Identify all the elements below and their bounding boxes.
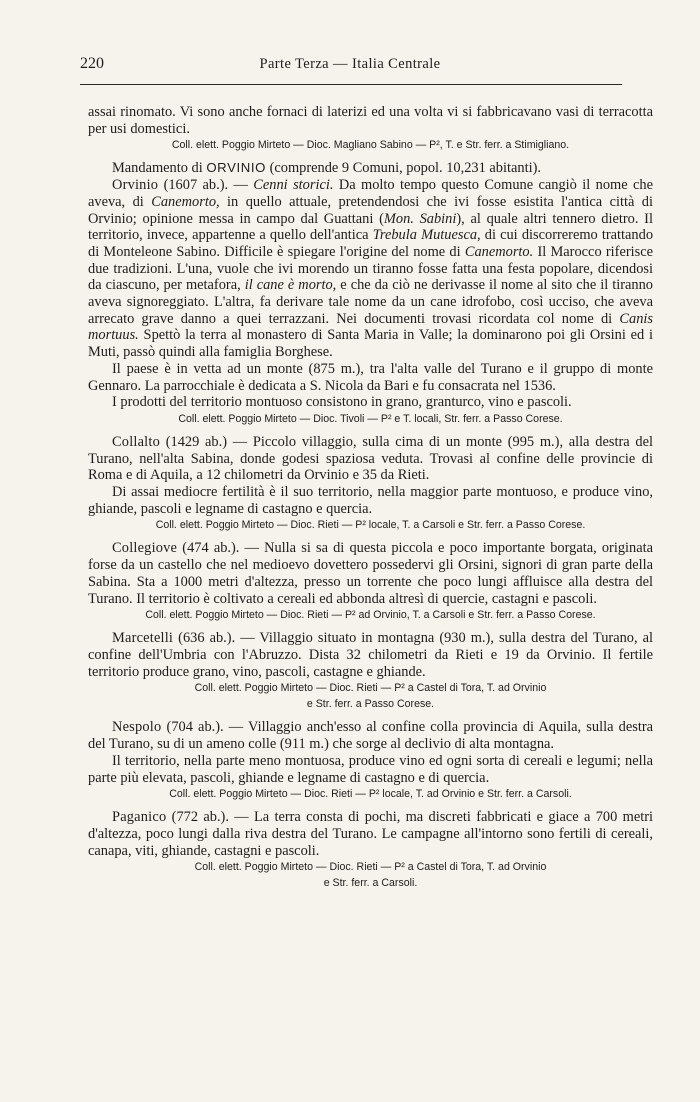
coll-elett-note-continued: e Str. ferr. a Passo Corese. bbox=[306, 698, 435, 711]
italic-run: Canemorto, bbox=[151, 193, 220, 210]
text-run: (474 ab.). — Nulla si sa di questa piccola e poco importante borgata, originata forse da un castello che nel medioevo dovettero possedervi gli Orsini, signori di gran parte della Sabina. Sta a 1000 metri d'altezza, presso un torrente che poco lungi affluisce alla destra del Turano. Il territorio è coltivato a cereali ed abbonda altresì di quercie, castagni e pascoli. bbox=[88, 540, 653, 607]
mandamento-name: ORVINIO bbox=[206, 160, 266, 176]
header-rule bbox=[80, 84, 622, 85]
text-run: in quello attuale, pretendendosi che ivi fosse esistita l'antica città di Orvinio; opinione messa in campo dal Guattani ( bbox=[88, 193, 653, 227]
mandamento-heading bbox=[88, 160, 653, 177]
page-body bbox=[88, 104, 653, 898]
text-run: Da molto tempo questo Comune cangiò il nome che aveva, di bbox=[88, 177, 653, 210]
italic-run: Trebula Mutuesca, bbox=[372, 227, 481, 244]
paragraph-continuation: assai rinomato. Vi sono anche fornaci di laterizi ed una volta vi si fabbricavano vasi di terracotta per usi domestici. bbox=[88, 104, 653, 137]
coll-elett-note: Coll. elett. Poggio Mirteto — Dioc. Tivoli — P² e T. locali, Str. ferr. a Passo Corese. bbox=[178, 412, 563, 425]
paragraph: I prodotti del territorio montuoso consistono in grano, granturco, vino e pascoli. bbox=[112, 394, 572, 411]
text-run: (704 ab.). — Villaggio anch'esso al confine colla provincia di Aquila, sulla destra del Turano, su di un ameno colle (911 m.) che sorge al declivio di alta montagna. bbox=[88, 719, 653, 753]
text-run: Il Marocco riferisce due tradizioni. L'una, vuole che ivi morendo un tiranno fosse fatta una festa popolare, dicendosi da ciascuno, per metafora, bbox=[88, 243, 654, 294]
entry-collegiove bbox=[88, 540, 653, 607]
paragraph: Il territorio, nella parte meno montuosa, produce vino ed ogni sorta di cereali e legumi; nella parte più elevata, pascoli, ghiande e legname di castagno e di quercia. bbox=[88, 752, 653, 786]
mandamento-detail: (comprende 9 Comuni, popol. 10,231 abitanti). bbox=[265, 160, 541, 177]
running-title: Parte Terza — Italia Centrale bbox=[259, 56, 441, 72]
entry-name: Collalto bbox=[112, 433, 160, 450]
paragraph: Di assai mediocre fertilità è il suo territorio, nella maggior parte montuoso, e produce vino, ghiande, pascoli e legname di castagno e quercia. bbox=[88, 484, 653, 517]
italic-run: Cenni storici. bbox=[253, 177, 334, 194]
coll-elett-note: Coll. elett. Poggio Mirteto — Dioc. Magliano Sabino — P², T. e Str. ferr. a Stimigliano. bbox=[171, 139, 570, 152]
entry-name: Collegiove bbox=[112, 540, 178, 557]
text-run: di cui discorreremo trattando di Monteleone Sabino. Difficile è spiegare l'origine del nome di bbox=[88, 227, 654, 260]
italic-run: il cane è morto, bbox=[244, 277, 337, 294]
italic-run: Canemorto. bbox=[464, 243, 534, 260]
entry-name: Orvinio bbox=[112, 177, 159, 194]
entry-name: Paganico bbox=[112, 809, 167, 826]
coll-elett-note: Coll. elett. Poggio Mirteto — Dioc. Rieti — P² locale, T. a Carsoli e Str. ferr. a Passo Corese. bbox=[155, 519, 586, 532]
text-run: (1429 ab.) — Piccolo villaggio, sulla cima di un monte (995 m.), alla destra del Turano, nell'alta Sabina, donde godesi spaziosa veduta. Trovasi al confine delle provincie di Roma e di Aquila, a 12 chilometri da Orvinio e 35 da Rieti. bbox=[88, 433, 653, 484]
coll-elett-note: Coll. elett. Poggio Mirteto — Dioc. Rieti — P² ad Orvinio, T. a Carsoli e Str. ferr. a Passo Corese. bbox=[145, 609, 596, 622]
mandamento-label: Mandamento di bbox=[112, 160, 207, 177]
page-number: 220 bbox=[80, 55, 104, 72]
text-run: (772 ab.). — La terra consta di pochi, ma discreti fabbricati e giace a 700 metri d'altezza, poco lungi dalla riva destra del Turano. Le campagne all'intorno sono fertili di cereali, canapa, viti, ghiande, castagni e pascoli. bbox=[88, 809, 653, 859]
italic-run: Mon. Sabini bbox=[383, 210, 457, 227]
text-run: Spettò la terra al monastero di Santa Maria in Valle; la dominarono poi gli Orsini ed i Muti, passò quindi alla famiglia Borghese. bbox=[88, 327, 653, 361]
coll-elett-note: Coll. elett. Poggio Mirteto — Dioc. Rieti — P² a Castel di Tora, T. ad Orvinio bbox=[194, 682, 547, 695]
text-run: ), al quale altri tennero dietro. Il territorio, invece, appartenne a quello dell'antica bbox=[88, 210, 653, 244]
paragraph: Il paese è in vetta ad un monte (875 m.), tra l'alta valle del Turano e il gruppo di monte Gennaro. La parrocchiale è dedicata a S. Nicola da Bari e fu consacrata nel 1536. bbox=[88, 360, 653, 394]
italic-run: Canis mortuus. bbox=[88, 310, 653, 344]
entry-name: Marcetelli bbox=[112, 630, 174, 647]
coll-elett-note: Coll. elett. Poggio Mirteto — Dioc. Rieti — P² a Castel di Tora, T. ad Orvinio bbox=[194, 861, 547, 874]
page-header bbox=[80, 55, 620, 79]
coll-elett-note-continued: e Str. ferr. a Carsoli. bbox=[323, 877, 418, 890]
entry-nespolo bbox=[88, 719, 653, 752]
text-run: e che da ciò ne derivasse il nome al sito che il tiranno aveva signoreggiato. L'altra, fa derivare tale nome da un cane idrofobo, così ucciso, che aveva arrecato grave danno a quei terrazzani. Nei documenti trovasi ricordata col nome di bbox=[88, 277, 653, 327]
text-run: (636 ab.). — Villaggio situato in montagna (930 m.), sulla destra del Turano, al confine dell'Umbria con l'Abruzzo. Dista 32 chilometri da Rieti e 19 da Orvinio. Il fertile territorio produce grano, vino, pascoli, castagne e ghiande. bbox=[88, 630, 653, 680]
entry-collalto bbox=[88, 434, 653, 484]
text-run: (1607 ab.). — bbox=[158, 177, 254, 194]
entry-orvinio bbox=[88, 177, 653, 361]
entry-name: Nespolo bbox=[112, 719, 162, 736]
entry-marcetelli bbox=[88, 630, 653, 680]
coll-elett-note: Coll. elett. Poggio Mirteto — Dioc. Rieti — P² locale, T. ad Orvinio e Str. ferr. a Carsoli. bbox=[169, 788, 572, 801]
entry-paganico bbox=[88, 809, 653, 859]
